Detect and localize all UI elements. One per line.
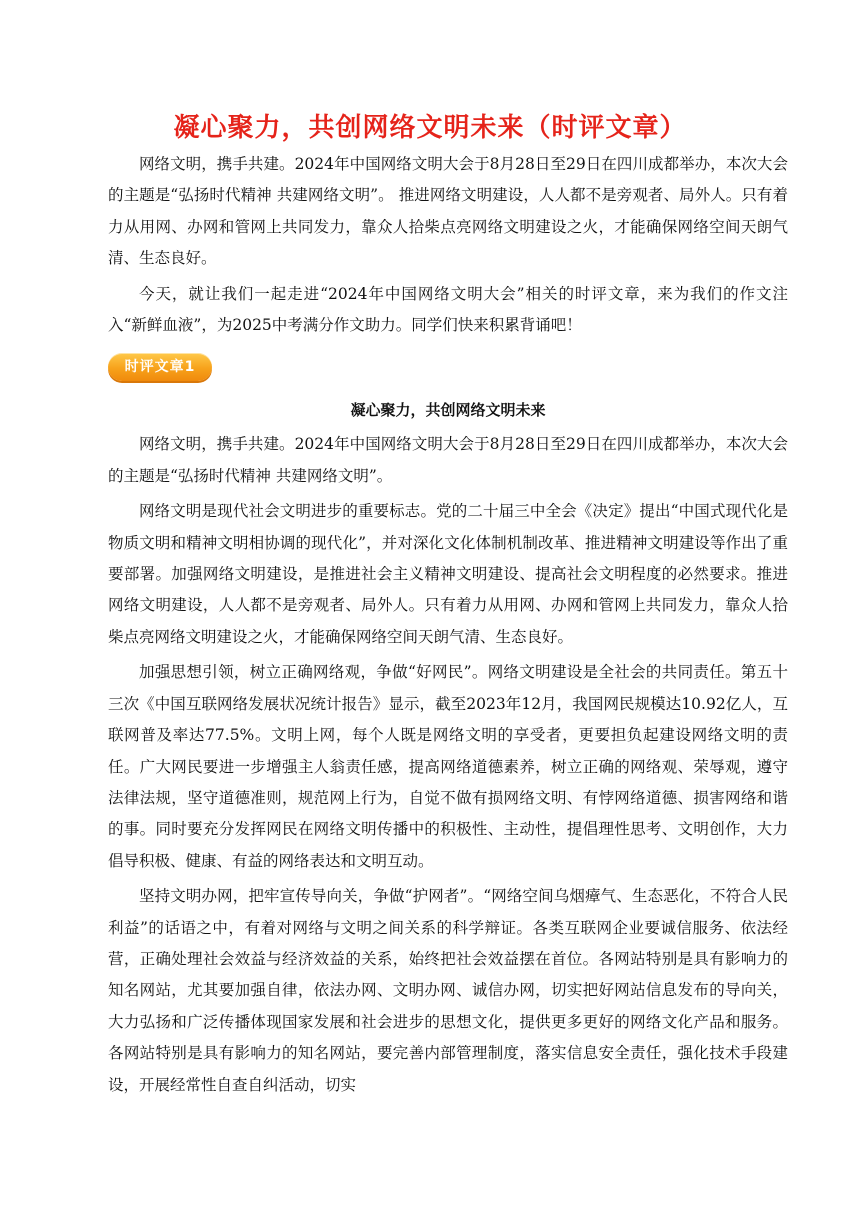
section-badge-row [108, 351, 788, 395]
document-body [108, 149, 788, 1101]
article-paragraph-3: 加强思想引领，树立正确网络观，争做“好网民”。网络文明建设是全社会的共同责任。第五十三次《中国互联网络发展状况统计报告》显示，截至2023年12月，我国网民规模达10.92亿人，互联网普及率达77.5%。文明上网，每个人既是网络文明的享受者，更要担负起建设网络文明的责任。广大网民要进一步增强主人翁责任感，提高网络道德素养，树立正确的网络观、荣辱观，遵守法律法规，坚守道德准则，规范网上行为，自觉不做有损网络文明、有悖网络道德、损害网络和谐的事。同时要充分发挥网民在网络文明传播中的积极性、主动性，提倡理性思考、文明创作，大力倡导积极、健康、有益的网络表达和文明互动。 [108, 663, 788, 870]
article-paragraph-4: 坚持文明办网，把牢宣传导向关，争做“护网者”。“网络空间乌烟瘴气、生态恶化，不符合人民利益”的话语之中，有着对网络与文明之间关系的科学辩证。各类互联网企业要诚信服务、依法经营，正确处理社会效益与经济效益的关系，始终把社会效益摆在首位。各网站特别是具有影响力的知名网站，尤其要加强自律，依法办网、文明办网、诚信办网，切实把好网站信息发布的导向关，大力弘扬和广泛传播体现国家发展和社会进步的思想文化，提供更多更好的网络文化产品和服务。各网站特别是具有影响力的知名网站，要完善内部管理制度，落实信息安全责任，强化技术手段建设，开展经常性自查自纠活动，切实 [108, 887, 788, 1094]
article-title: 凝心聚力，共创网络文明未来 [350, 401, 546, 420]
section-badge: 时评文章1 [108, 353, 212, 381]
intro-paragraph-2: 今天，就让我们一起走进“2024年中国网络文明大会”相关的时评文章，来为我们的作文注入“新鲜血液”，为2025中考满分作文助力。同学们快来积累背诵吧！ [108, 284, 788, 335]
intro-paragraph-1: 网络文明，携手共建。2024年中国网络文明大会于8月28日至29日在四川成都举办，本次大会的主题是“弘扬时代精神 共建网络文明”。 推进网络文明建设，人人都不是旁观者、局外人。只有着力从用网、办网和管网上共同发力，靠众人拾柴点亮网络文明建设之火，才能确保网络空间天朗气清、生态良好。 [108, 155, 788, 268]
page-title: 凝心聚力，共创网络文明未来（时评文章） [173, 113, 687, 143]
article-paragraph-2: 网络文明是现代社会文明进步的重要标志。党的二十届三中全会《决定》提出“中国式现代化是物质文明和精神文明相协调的现代化”，并对深化文化体制机制改革、推进精神文明建设等作出了重要部署。加强网络文明建设，是推进社会主义精神文明建设、提高社会文明程度的必然要求。推进网络文明建设，人人都不是旁观者、局外人。只有着力从用网、办网和管网上共同发力，靠众人拾柴点亮网络文明建设之火，才能确保网络空间天朗气清、生态良好。 [108, 502, 788, 646]
article-paragraph-1: 网络文明，携手共建。2024年中国网络文明大会于8月28日至29日在四川成都举办，本次大会的主题是“弘扬时代精神 共建网络文明”。 [108, 435, 788, 485]
